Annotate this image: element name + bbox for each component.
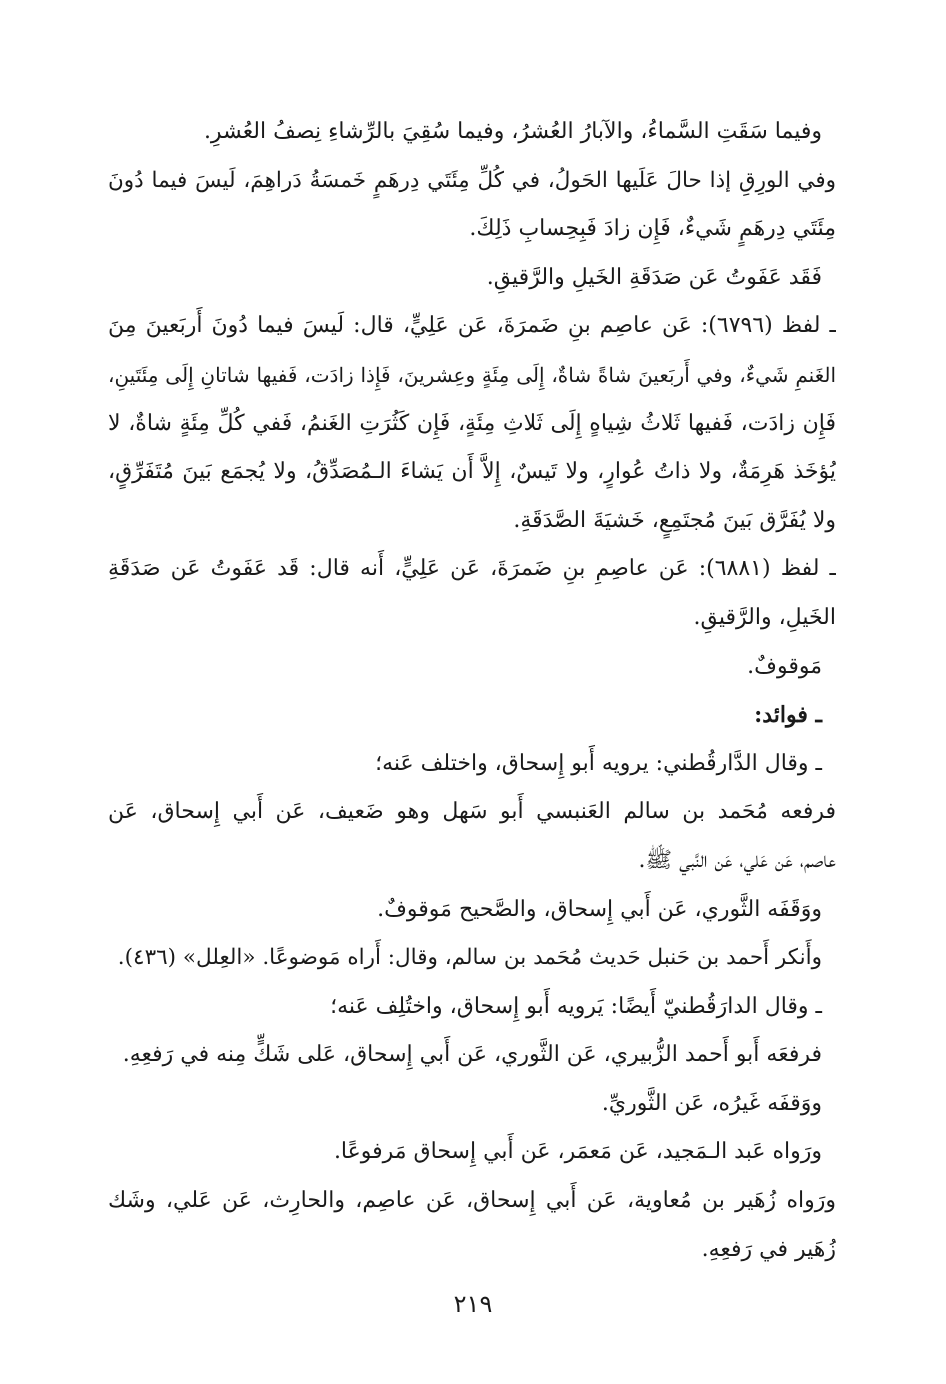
page-number: ٢١٩ (453, 1290, 493, 1318)
text-line: ووَقفَه غَيرُه، عَن الثَّوريِّ. (601, 1090, 822, 1116)
text-line: ـ لفظ (٦٧٩٦): عَن عاصِم بنِ ضَمرَةَ، عَن عَلِيٍّ، قال: لَيسَ فيما دُونَ أَربَعينَ مِنَ (108, 313, 836, 339)
text-line: ووَقَفَه الثَّوري، عَن أَبي إِسحاق، والصَّحيح مَوقوفٌ. (377, 896, 822, 922)
text-line: ـ وقال الدَّارقُطني: يرويه أَبو إِسحاق، واختلف عَنه؛ (375, 750, 822, 776)
text-line: ورَواه زُهَير بن مُعاوية، عَن أَبي إِسحاق، عَن عاصِم، والحارِث، عَن عَلي، وشَك (108, 1188, 836, 1214)
text-line: مِئَتَي دِرهَمٍ شَيءٌ، فَإِن زادَ فَبِحِسابِ ذَلِكَ. (469, 216, 836, 242)
text-line: فرفعه مُحَمد بن سالم العَنبسي أَبو سَهل وهو ضَعيف، عَن أَبي إِسحاق، عَن (108, 799, 836, 825)
text-line: ـ لفظ (٦٨٨١): عَن عاصِمِ بنِ ضَمرَةَ، عَن عَلِيٍّ، أَنه قال: قَد عَفَوتُ عَن صَدَقَةِ (108, 556, 836, 582)
text-line: زُهَير في رَفعِهِ. (701, 1236, 836, 1262)
text-line: فَقَد عَفَوتُ عَن صَدَقَةِ الخَيلِ والرَّقيقِ. (486, 264, 822, 290)
text-line: مَوقوفٌ. (747, 653, 822, 679)
text-line: ولا يُفَرَّق بَينَ مُجتَمِعٍ، خَشيَةَ الصَّدَقَةِ. (513, 507, 836, 533)
text-line: الخَيلِ، والرَّقيقِ. (693, 604, 836, 630)
text-line: فرفعَه أَبو أَحمد الزُّبيري، عَن الثَّوري، عَن أَبي إِسحاق، عَلى شَكٍّ مِنه في رَفعِهِ. (122, 1042, 822, 1068)
text-line: فَإِن زادَت، فَفيها ثَلاثُ شِياهٍ إِلَى ثَلاثِ مِئَةٍ، فَإِن كَثُرَتِ الغَنمُ، فَفي كُلِّ مِئَةٍ شاةٌ، لا (108, 410, 836, 436)
text-line: وأَنكر أَحمد بن حَنبل حَديث مُحَمد بن سالم، وقال: أَراه مَوضوعًا. «العِلل» (٤٣٦). (117, 945, 822, 971)
text-line: وفي الورِقِ إذا حالَ عَلَيها الحَولُ، في كُلِّ مِئَتَي دِرهَمٍ خَمسَةُ دَراهِمَ، لَيسَ فيما دُونَ (108, 167, 836, 193)
text-line: ورَواه عَبد الـمَجيد، عَن مَعمَر، عَن أَبي إِسحاق مَرفوعًا. (333, 1139, 822, 1165)
text-line: ـ وقال الدارَقُطنيّ أَيضًا: يَرويه أَبو إِسحاق، واختُلِف عَنه؛ (330, 993, 822, 1019)
text-line: عاصم، عَن عَلي، عَن النَّبي ﷺ. (638, 847, 836, 873)
text-line: الغَنمِ شَيءٌ، وفي أَربَعينَ شاةً شاةٌ، إِلَى مِئَةٍ وعِشرينَ، فَإِذا زادَت، فَفيها شاتانِ إِلَى مِئَتَينِ، (108, 362, 836, 387)
section-heading: ـ فوائد: (754, 702, 822, 729)
text-line: يُؤخَذ هَرِمَةٌ، ولا ذاتُ عُوارٍ، ولا تَيسٌ، إِلاَّ أَن يَشاءَ الـمُصَدِّقُ، ولا يُجمَع بَينَ مُتَفَرِّقٍ، (108, 459, 836, 485)
page-body (108, 108, 836, 1274)
text-line: وفيما سَقَتِ السَّماءُ، والآبارُ العُشرُ، وفيما سُقِيَ بالرِّشاءِ نِصفُ العُشرِ. (203, 119, 822, 144)
